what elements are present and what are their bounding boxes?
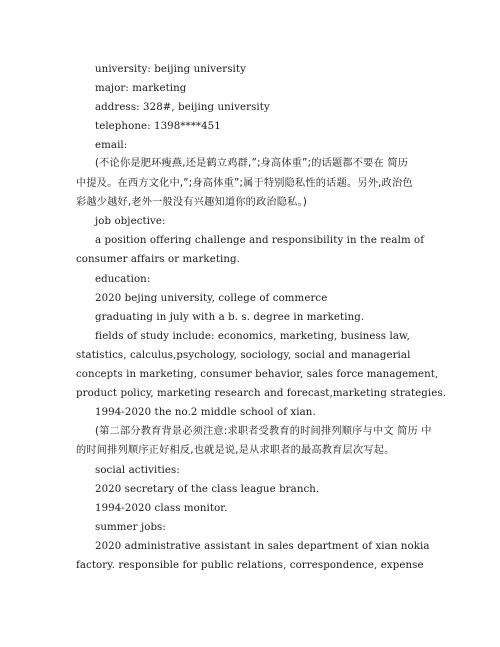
text-line: email:	[95, 140, 128, 151]
text-line: major: marketing	[95, 83, 187, 94]
text-line: university: beijing university	[95, 64, 246, 75]
text-line: job objective:	[95, 216, 166, 227]
text-line: (不论你是肥环瘦燕,还是鹤立鸡群,”;身高体重”;的话题都不要在 简历	[95, 158, 409, 169]
text-line: (第二部分教育背景必须注意:求职者受教育的时间排列顺序与中文 简历 中	[95, 426, 432, 437]
text-line: 1994-2020 class monitor.	[95, 503, 228, 514]
text-line: statistics, calculus,psychology, sociology, social and managerial	[76, 350, 411, 361]
text-line: product policy, marketing research and forecast,marketing strategies.	[76, 388, 447, 399]
text-line: graduating in july with a b. s. degree in marketing.	[95, 312, 365, 323]
text-line: 的时间排列顺序正好相反,也就是说,是从求职者的最高教育层次写起。	[76, 445, 395, 456]
text-line: 中提及。在西方文化中,”;身高体重”;属于特别隐私性的话题。另外,政治色	[76, 178, 413, 189]
text-line: telephone: 1398****451	[95, 121, 221, 132]
text-line: education:	[95, 274, 151, 285]
text-line: 2020 secretary of the class league branch.	[95, 484, 320, 495]
text-line: address: 328#, beijing university	[95, 102, 270, 113]
text-line: 1994-2020 the no.2 middle school of xian.	[95, 407, 316, 418]
text-line: factory. responsible for public relations, correspondence, expense	[76, 560, 424, 571]
text-line: consumer affairs or marketing.	[76, 254, 240, 265]
text-line: 彩越少越好,老外一般没有兴趣知道你的政治隐私。)	[76, 197, 308, 208]
text-line: 2020 bejing university, college of commerce	[95, 293, 328, 304]
text-line: concepts in marketing, consumer behavior, sales force management,	[76, 369, 439, 380]
text-line: 2020 administrative assistant in sales department of xian nokia	[95, 541, 430, 552]
text-line: fields of study include: economics, marketing, business law,	[95, 331, 410, 342]
text-line: social activities:	[95, 465, 180, 476]
text-line: a position offering challenge and responsibility in the realm of	[95, 235, 425, 246]
text-line: summer jobs:	[95, 522, 166, 533]
